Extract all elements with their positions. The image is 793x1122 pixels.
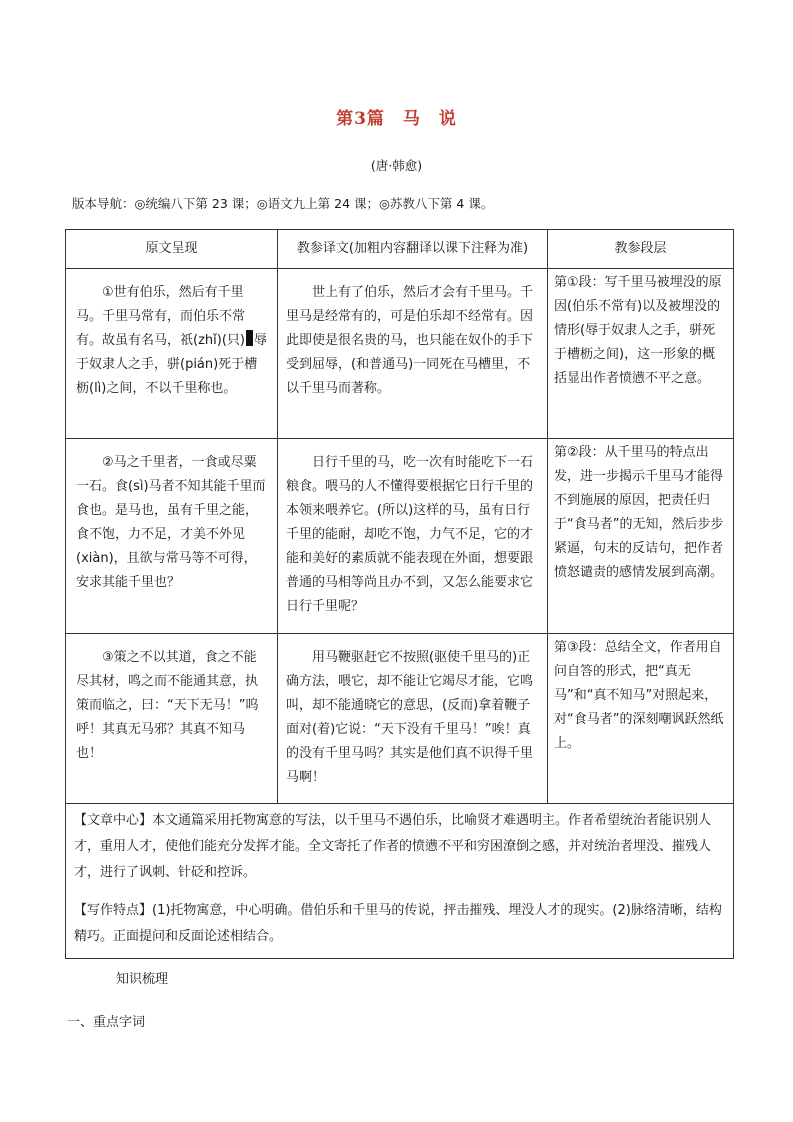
table-row <box>66 269 734 439</box>
header-original: 原文呈现 <box>66 230 278 269</box>
summary-row <box>66 804 734 959</box>
translation-cell: 日行千里的马，吃一次有时能吃下一石粮食。喂马的人不懂得要根据它日行千里的本领来喂养它。(所以)这样的马，虽有日行千里的能耐，却吃不饱，力气不足，它的才能和美好的素质就不能表现在外面，想要跟普通的马相等尚且办不到，又怎么能要求它日行千里呢？ <box>278 439 548 634</box>
original-text-part: 辱于奴隶人之手，骈(pián)死于槽枥(lì)之间，不以千里称也。 <box>76 333 267 396</box>
table-row <box>66 439 734 634</box>
original-cell: ③策之不以其道，食之不能尽其材，鸣之而不能通其意，执策而临之，曰：“天下无马！”呜呼！其真无马邪？其真不知马也！ <box>66 634 278 804</box>
summary-cell <box>66 804 734 959</box>
table-header-row <box>66 230 734 269</box>
section-heading: 一、重点字词 <box>67 1015 146 1030</box>
translation-cell: 世上有了伯乐，然后才会有千里马。千里马是经常有的，可是伯乐却不经常有。因此即使是很名贵的马，也只能在奴仆的手下受到屈辱，(和普通马)一同死在马槽里，不以千里马而著称。 <box>278 269 548 439</box>
version-nav: 版本导航：◎统编八下第 23 课；◎语文九上第 24 课；◎苏教八下第 4 课。 <box>72 196 494 211</box>
table-row <box>66 634 734 804</box>
center-text: 本文通篇采用托物寓意的写法，以千里马不遇伯乐，比喻贤才难遇明主。作者希望统治者能识别人才，重用人才，使他们能充分发挥才能。全文寄托了作者的愤懑不平和穷困潦倒之感，并对统治者埋没、摧残人才，进行了讽刺、针砭和控诉。 <box>74 813 712 880</box>
knowledge-heading: 知识梳理 <box>116 972 169 987</box>
analysis-cell: 第②段：从千里马的特点出发，进一步揭示千里马才能得不到施展的原因，把责任归于“食马者”的无知，然后步步紧逼，句末的反诘句，把作者愤怒谴责的感情发展到高潮。 <box>548 439 734 634</box>
text-cursor-marker <box>246 330 253 346</box>
header-analysis: 教参段层 <box>548 230 734 269</box>
center-paragraph <box>74 808 725 886</box>
author-line: (唐·韩愈) <box>370 158 423 173</box>
feature-paragraph <box>74 898 725 950</box>
feature-label: 【写作特点】 <box>74 903 153 918</box>
original-cell <box>66 269 278 439</box>
page-title: 第3篇 马 说 <box>336 109 457 129</box>
feature-text: (1)托物寓意，中心明确。借伯乐和千里马的传说，抨击摧残、埋没人才的现实。(2)脉络清晰，结构精巧。正面提问和反面论述相结合。 <box>74 903 722 944</box>
text-table <box>65 229 734 959</box>
translation-cell: 用马鞭驱赶它不按照(驱使千里马的)正确方法，喂它，却不能让它竭尽才能，它鸣叫，却不能通晓它的意思，(反而)拿着鞭子面对(着)它说：“天下没有千里马！”唉！真的没有千里马吗？其实是他们真不识得千里马啊！ <box>278 634 548 804</box>
analysis-cell: 第③段：总结全文，作者用自问自答的形式，把“真无马”和“真不知马”对照起来，对“食马者”的深刻嘲讽跃然纸上。 <box>548 634 734 804</box>
analysis-cell: 第①段：写千里马被埋没的原因(伯乐不常有)以及被埋没的情形(辱于奴隶人之手，骈死于槽枥之间)，这一形象的概括显出作者愤懑不平之意。 <box>548 269 734 439</box>
header-translation: 教参译文(加粗内容翻译以课下注释为准) <box>278 230 548 269</box>
original-cell: ②马之千里者，一食或尽粟一石。食(sì)马者不知其能千里而食也。是马也，虽有千里之能，食不饱，力不足，才美不外见(xiàn)，且欲与常马等不可得，安求其能千里也？ <box>66 439 278 634</box>
original-text-part: ①世有伯乐，然后有千里马。千里马常有，而伯乐不常有。故虽有名马，祇(zhǐ)(只) <box>76 285 246 348</box>
center-label: 【文章中心】 <box>74 813 153 828</box>
